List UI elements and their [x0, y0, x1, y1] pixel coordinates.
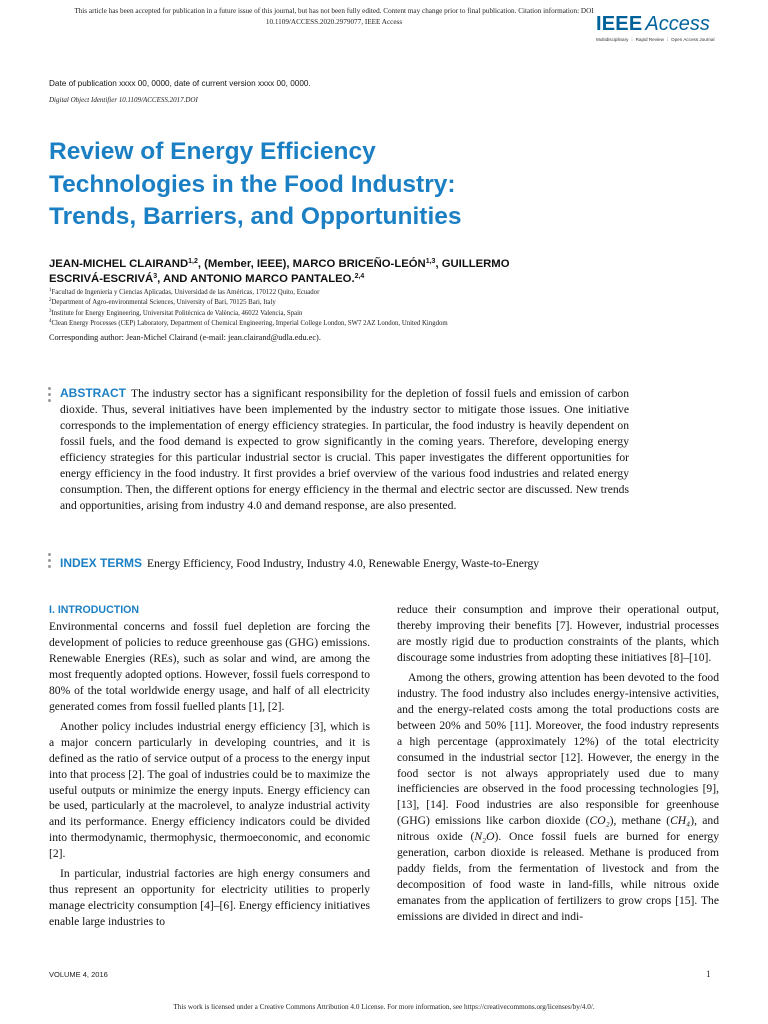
corresponding-author: Corresponding author: Jean-Michel Clairand (e-mail: jean.clairand@udla.edu.ec). — [49, 333, 321, 342]
affiliation-text: Institute for Energy Engineering, Universitat Politècnica de València, 46022 Valencia, Spain — [51, 309, 303, 317]
publication-date: Date of publication xxxx 00, 0000, date of current version xxxx 00, 0000. — [49, 79, 311, 88]
author-note: , (Member, IEEE), — [197, 258, 293, 270]
title-line: Trends, Barriers, and Opportunities — [49, 203, 462, 230]
title-line: Technologies in the Food Industry: — [49, 170, 456, 198]
title-line: Review of Energy Efficiency — [49, 138, 376, 165]
paragraph: reduce their consumption and improve their operational output, thereby improving their benefits [7]. However, industrial processes are mostly rigid due to production constraints of the plants, which discourage some industries from adopting these initiatives [8]–[10]. — [397, 603, 719, 664]
author-list — [49, 257, 649, 287]
affiliation — [49, 288, 609, 298]
paragraph-text: Among the others, growing attention has been devoted to the food industry. The food industry also includes energy-intensive activities, and the energy-related costs among the total productions costs are between 20% and 50% [11]. Moreover, the food industry represents a high percentage (approximately 12%) of the total electricity consumed in the industrial sector [12]. However, the energy in the food sector is not always appropriately used due to many inefficiencies are observed in the food processing technologies [9], [13], [14]. Food industries are also responsible for greenhouse (GHG) emissions like carbon dioxide ( — [397, 670, 719, 828]
affiliation-text: Clean Energy Processes (CEP) Laboratory, Department of Chemical Engineering, Imperial College London, SW7 2AZ London, United Kingdom — [51, 320, 448, 328]
abstract-heading: ABSTRACT — [60, 386, 126, 400]
affiliation-number: 1 — [49, 288, 52, 293]
abstract-marker-icon — [48, 387, 52, 405]
formula-n2o: N₂O — [474, 830, 495, 844]
affiliation-list — [49, 288, 609, 330]
journal-logo — [596, 13, 714, 43]
section-heading: I. INTRODUCTION — [49, 604, 140, 616]
affiliation — [49, 319, 609, 329]
index-terms-text: Energy Efficiency, Food Industry, Industry 4.0, Renewable Energy, Waste-to-Energy — [147, 557, 540, 570]
author-affil-sup: 2,4 — [354, 273, 365, 280]
notice-line-2: 10.1109/ACCESS.2020.2979077, IEEE Access — [265, 18, 403, 26]
author-name: ESCRIVÁ-ESCRIVÁ — [49, 273, 154, 285]
paragraph: In particular, industrial factories are high energy consumers and thus represent an opportunity for electricity utilities to properly manage electricity consumption [4]–[6]. Energy efficiency initiatives enable large industries to — [49, 867, 370, 929]
author-name: JEAN-MICHEL CLAIRAND — [49, 258, 189, 270]
affiliation-text: Department of Agro-environmental Sciences, University of Bari, 70125 Bari, Italy — [51, 299, 276, 307]
abstract-text: The industry sector has a significant responsibility for the depletion of fossil fuels and emission of carbon dioxide. Thus, several initiatives have been implemented by the industry sector to mitigate those issues. One initiative corresponds to the implementation of energy efficiency strategies. In particular, the food industry is heavily dependent on fossil fuels, and the food demand is expected to grow significantly in the coming years. Therefore, developing energy efficiency strategies for this particular industrial sector is crucial. This paper investigates the different opportunities for energy efficiency in the food industry. It first provides a brief overview of the various food industries and related energy consumption. Then, the different options for energy efficiency in the thermal and electric sector are discussed. New trends and opportunities, arising from industry 4.0 and demand response, are also presented. — [60, 387, 629, 512]
index-terms-heading: INDEX TERMS — [60, 556, 143, 570]
formula-co2: CO₂ — [589, 814, 610, 828]
index-terms-marker-icon — [48, 553, 52, 571]
logo-ieee-text: IEEE — [596, 13, 643, 35]
paragraph: Environmental concerns and fossil fuel depletion are forcing the development of policies to reduce greenhouse gas (GHG) emissions. Renewable Energies (REs), such as solar and wind, are among the most frequently adopted options. However, fossil fuels correspond to 80% of the total worldwide energy usage, and half of all electricity generated comes from fossil fuelled plants [1], [2]. — [49, 620, 370, 713]
author-affil-sup: 1,3 — [425, 258, 436, 265]
paper-title — [49, 136, 629, 234]
formula-ch4: CH₄ — [670, 814, 691, 828]
affiliation-text: Facultad de Ingeniería y Ciencias Aplicadas, Universidad de las Américas, 170122 Quito, Ecuador — [51, 289, 320, 296]
body-column-right — [397, 602, 719, 925]
paragraph — [397, 670, 719, 925]
paragraph-text: ), and nitrous oxide ( — [397, 814, 719, 844]
paragraph-text: ). Once fossil fuels are burned for energy generation, carbon dioxide is released. Methane is produced from paddy fields, from the fermentation of livestock and from the decomposition of food waste in land-fills, while nitrous oxide emanates from the application of fertilizers to grow crops [15]. The emissions are divided in direct and indi- — [397, 830, 719, 924]
affiliation-number: 3 — [49, 308, 52, 314]
index-terms — [60, 555, 629, 572]
affiliation-number: 4 — [49, 319, 52, 325]
author-name: , GUILLERMO — [435, 258, 510, 270]
logo-tagline: Multidisciplinary ⋮ Rapid Review ⋮ Open Access Journal — [596, 37, 715, 42]
author-name: , AND ANTONIO MARCO PANTALEO. — [157, 273, 355, 285]
affiliation — [49, 298, 609, 308]
logo-access-text: Access — [645, 13, 710, 35]
page-number: 1 — [706, 969, 711, 979]
paragraph-text: ), methane ( — [609, 814, 671, 828]
doi-line: Digital Object Identifier 10.1109/ACCESS.2017.DOI — [49, 96, 198, 104]
body-column-left — [49, 602, 370, 930]
author-name: MARCO BRICEÑO-LEÓN — [292, 258, 426, 270]
affiliation-number: 2 — [49, 298, 52, 304]
paragraph: Another policy includes industrial energy efficiency [3], which is a major concern particularly in developing countries, and it is defined as the ratio of service output of a process to the energy input into that process [2]. The goal of industries could be to maximize the useful outputs or minimize the energy inputs. Energy efficiency can be used, particularly at the macrolevel, to analyze industrial activity and its performance. Energy efficiency indicators could be divided into thermodynamic, thermophysic, thermoeconomic, and economic [2]. — [49, 719, 370, 861]
abstract-block — [60, 386, 629, 514]
notice-line-1: This article has been accepted for publication in a future issue of this journal, but has not been fully edited. Content may change prior to final publication. Citation information: DOI — [74, 7, 594, 15]
footer-volume: VOLUME 4, 2016 — [49, 970, 108, 979]
author-affil-sup: 3 — [153, 273, 158, 280]
affiliation — [49, 309, 609, 319]
author-affil-sup: 1,2 — [188, 258, 198, 265]
journal-notice — [60, 6, 608, 28]
license-notice: This work is licensed under a Creative Commons Attribution 4.0 License. For more information, see https://creativecommons.org/licenses/by/4.0/. — [173, 1003, 595, 1011]
